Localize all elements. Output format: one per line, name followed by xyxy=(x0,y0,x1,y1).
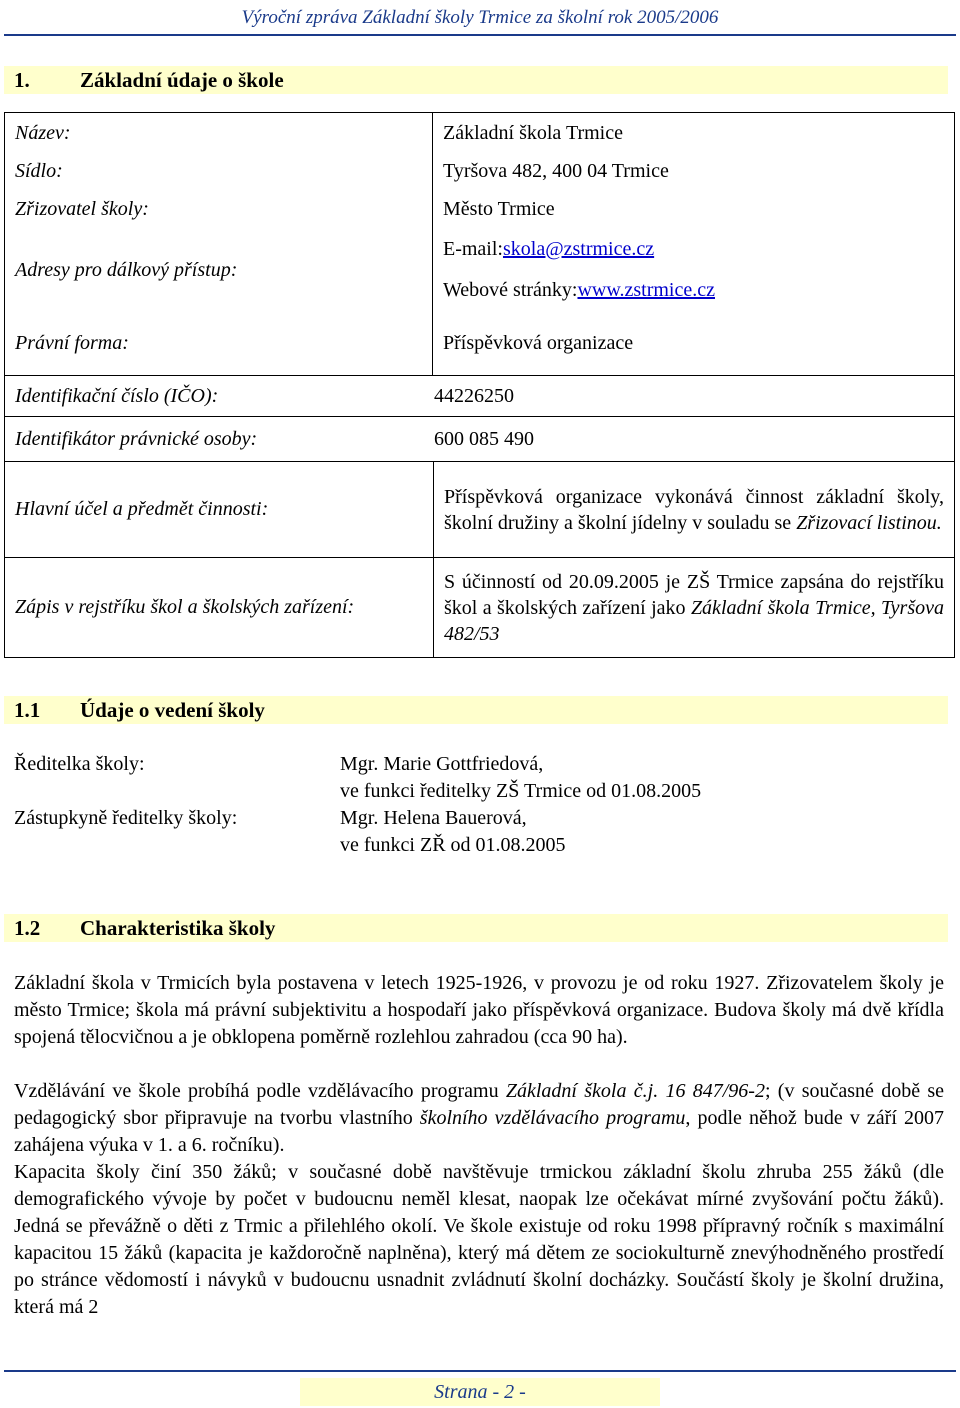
program-name: Základní škola č.j. 16 847/96-2 xyxy=(505,1080,765,1102)
nazev-value: Základní škola Trmice xyxy=(443,121,623,144)
paragraph-history: Základní škola v Trmicích byla postavena v letech 1925-1926, v provozu je od roku 1927. Zřizovatelem školy je město Trmice; škola má právní subjektivitu a hospodaří jako příspěvková organizace. Budova školy má dvě křídla spojená tělocvičnou a je obklopena poměrně rozlehlou zahradou (cca 90 ha). xyxy=(14,972,944,1048)
zastupkyne-detail: ve funkci ZŘ od 01.08.2005 xyxy=(340,834,566,856)
izo-value: 600 085 490 xyxy=(434,427,534,450)
section-number: 1.1 xyxy=(14,698,41,722)
section-1-2-heading xyxy=(4,914,948,942)
value-column xyxy=(433,113,954,375)
sidlo-value: Tyršova 482, 400 04 Trmice xyxy=(443,159,669,182)
reditelka-detail: ve funkci ředitelky ZŠ Trmice od 01.08.2005 xyxy=(340,780,702,802)
zapis-italic: Základní škola Trmice, Tyršova 482/53 xyxy=(444,596,944,645)
footer-rule xyxy=(4,1370,956,1372)
ucel-italic: Zřizovací listinou. xyxy=(796,511,942,534)
ico-row xyxy=(5,376,955,417)
ucel-label: Hlavní účel a předmět činnosti: xyxy=(5,462,434,558)
section-1-1-heading xyxy=(4,696,948,724)
header-rule xyxy=(4,34,956,36)
adresy-label: Adresy pro dálkový přístup: xyxy=(15,258,238,281)
zrizovatel-value: Město Trmice xyxy=(443,197,555,220)
pravni-value: Příspěvková organizace xyxy=(443,331,634,354)
ucel-text: Příspěvková organizace vykonává činnost základní školy, školní družiny a školní jídelny v souladu se xyxy=(444,485,944,534)
pravni-label: Právní forma: xyxy=(15,331,129,354)
zastupkyne-label: Zástupkyně ředitelky školy: xyxy=(14,807,238,829)
paragraph-capacity: Kapacita školy činí 350 žáků; v současné době navštěvuje trmickou základní školu zhruba 255 žáků (dle demografického vývoje by počet v budoucnu neměl klesat, naopak lze očekávat mírné zvyšování počtu žáků). Jedná se převážně o děti z Trmic a přilehlého okolí. Ve škole existuje od roku 1998 přípravný ročník s maximální kapacitou 15 žáků (kapacita je každoročně naplněna), který má dětem ze sociokulturně znevýhodněného prostředí po stránce vědomostí i návyků v budoucnu usnadnit zvládnutí školní docházky. Součástí školy je školní družina, která má 2 xyxy=(14,1161,944,1318)
section-number: 1. xyxy=(14,68,30,92)
program-text: Vzdělávání ve škole probíhá podle vzdělávacího programu xyxy=(14,1080,506,1102)
section-title: Charakteristika školy xyxy=(80,916,276,940)
page-number: Strana - 2 - xyxy=(300,1378,660,1406)
web-link[interactable]: www.zstrmice.cz xyxy=(577,278,715,301)
section-title: Základní údaje o škole xyxy=(80,68,284,92)
sidlo-label: Sídlo: xyxy=(15,159,63,182)
izo-label: Identifikátor právnické osoby: xyxy=(15,427,258,450)
nazev-label: Název: xyxy=(15,121,71,144)
label-column xyxy=(5,113,433,375)
section-number: 1.2 xyxy=(14,916,41,940)
ico-label: Identifikační číslo (IČO): xyxy=(15,384,219,407)
section-title: Údaje o vedení školy xyxy=(80,698,265,722)
program-text-2: ; (v současné době se pedagogický sbor připravuje na tvorbu vlastního xyxy=(14,1080,945,1129)
zapis-text: S účinností od 20.09.2005 je ZŠ Trmice zapsána do rejstříku škol a školských zařízení jako xyxy=(444,570,944,619)
zapis-label: Zápis v rejstříku škol a školských zařízení: xyxy=(5,558,434,658)
ucel-value xyxy=(434,462,955,558)
zastupkyne-name: Mgr. Helena Bauerová, xyxy=(340,807,527,829)
izo-row xyxy=(5,417,955,462)
report-header: Výroční zpráva Základní školy Trmice za školní rok 2005/2006 xyxy=(241,7,719,28)
section-1-heading xyxy=(4,66,948,94)
program-text-3: , podle něhož bude v září 2007 zahájena výuka v 1. a 6. ročníku). xyxy=(14,1107,944,1156)
email-link[interactable]: skola@zstrmice.cz xyxy=(502,237,655,260)
ico-value: 44226250 xyxy=(434,384,514,407)
web-row xyxy=(443,269,944,311)
reditelka-name: Mgr. Marie Gottfriedová, xyxy=(340,753,544,775)
school-info-table xyxy=(4,112,955,658)
zapis-value xyxy=(434,558,955,658)
web-prefix: Webové stránky: xyxy=(443,278,578,301)
reditelka-label: Ředitelka školy: xyxy=(14,753,145,775)
info-block xyxy=(5,113,955,376)
paragraph-program xyxy=(14,1078,944,1159)
email-prefix: E-mail: xyxy=(443,237,503,260)
zrizovatel-label: Zřizovatel školy: xyxy=(15,197,149,220)
email-row xyxy=(443,229,944,269)
svp-name: školního vzdělávacího programu xyxy=(419,1107,686,1129)
